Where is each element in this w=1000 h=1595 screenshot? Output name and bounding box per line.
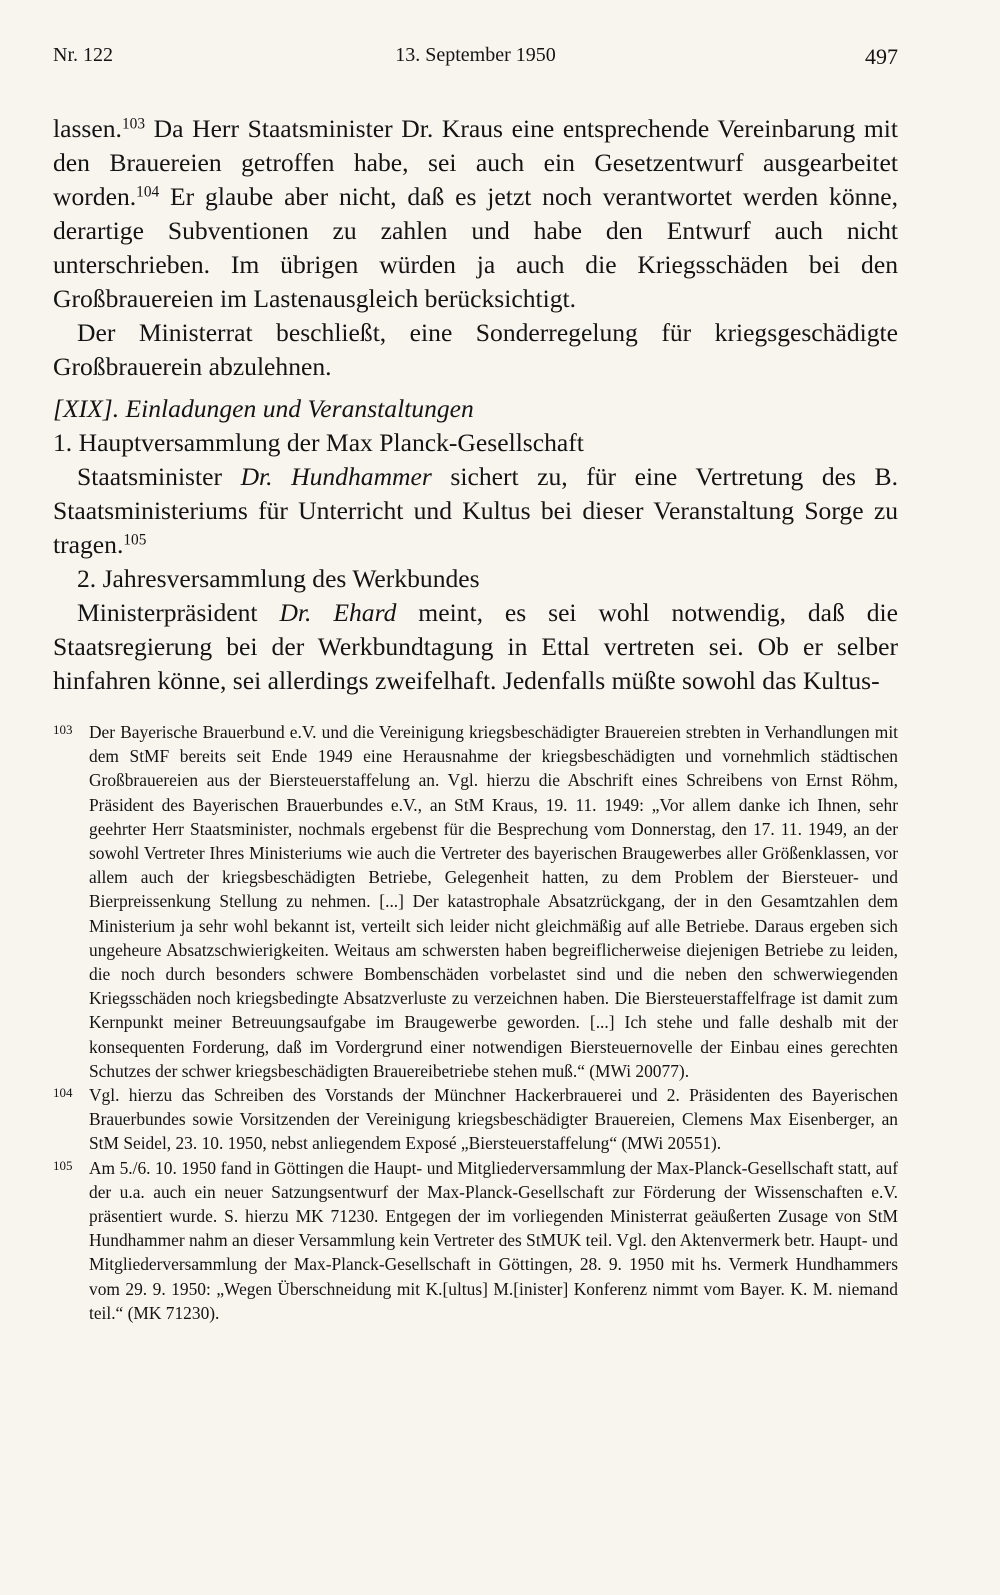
section-heading [53, 392, 898, 426]
document-number: Nr. 122 [53, 44, 113, 66]
page-number: 497 [865, 44, 898, 69]
item-paragraph-2: Ministerpräsident Dr. Ehard meint, es sei wohl notwendig, daß die Staatsregierung bei der Werkbundtagung in Ettal vertreten sei. Ob er selber hinfahren könne, sei allerdings zweifelhaft. Jedenfalls müßte sowohl das Kultus- [53, 598, 898, 695]
section-number: [XIX]. [53, 394, 120, 423]
footnote-ref-103: 103 [121, 115, 145, 133]
footnote-number: 103 [53, 722, 73, 737]
section-title: Einladungen und Veranstaltungen [125, 394, 474, 423]
item-paragraph-1: Staatsminister Dr. Hundhammer sichert zu, für eine Vertretung des B. Staatsministeriums für Unterricht und Kultus bei dieser Veranstaltung Sorge zu tragen.$^{105}$ [53, 462, 899, 559]
footnote-text: Vgl. hierzu das Schreiben des Vorstands der Münchner Hackerbrauerei und 2. Präsidenten des Bayerischen Brauerbundes sowie Vorsitzenden der Vereinigung kriegsbeschädigter Brauereien, Clemens Max Eisenberger, an StM Seidel, 23. 10. 1950, nebst anliegendem Exposé „Biersteuerstaffelung“ (MWi 20551). [89, 1085, 898, 1154]
footnote-105 [53, 1156, 898, 1325]
footnote-text: Der Bayerische Brauerbund e.V. und die Vereinigung kriegsbeschädigter Brauereien strebten in Verhandlungen mit dem StMF bereits seit Ende 1949 eine Herausnahme der kriegsbeschädigten und vornehmlich städtischen Großbrauereien aus der Biersteuerstaffelung an. Vgl. hierzu die Abschrift eines Schreibens von Ernst Röhm, Präsident des Bayerischen Brauerbundes e.V., an StM Kraus, 19. 11. 1949: „Vor allem danke ich Ihnen, sehr geehrter Herr Staatsminister, nochmals ergebenst für die Besprechung vom Donnerstag, den 17. 11. 1949, an der sowohl Vertreter Ihres Ministeriums wie auch die Vertreter des bayerischen Braugewerbes aller Größenklassen, vor allem auch der kriegsbeschädigten Betriebe, Gelegenheit hatten, zu dem Problem der Biersteuer- und Bierpreissenkung Stellung zu nehmen. [...] Der katastrophale Absatzrückgang, der in den Gesamtzahlen dem Ministerium ja sehr wohl bekannt ist, verteilt sich leider nicht gleichmäßig auf alle Betriebe. Daraus ergeben sich ungeheure Absatzschwierigkeiten. Weitaus am schwersten haben begreiflicherweise diejenigen Betriebe zu leiden, die noch durch besonders schwere Bombenschäden vorbelastet sind und die neben den schwerwiegenden Kriegsschäden noch kriegsbedingte Absatzverluste zu verzeichnen haben. Die Biersteuerstaffelfrage ist damit zum Kernpunkt meiner Betreuungsaufgabe im Braugewerbe geworden. [...] Ich stehe und falle deshalb mit der konsequenten Forderung, daß im Vordergrund einer notwendigen Biersteuernovelle der Einbau eines gerechten Schutzes der schwer kriegsbeschädigten Brauereibetriebe stehen muß.“ (MWi 20077). [89, 722, 898, 1081]
main-text [53, 112, 898, 698]
footnote-number: 104 [53, 1085, 73, 1101]
footnote-103 [53, 720, 898, 1083]
item-heading-1: 1. Hauptversammlung der Max Planck-Gesellschaft [53, 428, 584, 457]
footnote-text: Am 5./6. 10. 1950 fand in Göttingen die Haupt- und Mitgliederversammlung der Max-Planck-Gesellschaft statt, auf der u.a. auch ein neuer Satzungsentwurf der Max-Planck-Gesellschaft zur Förderung der Wissenschaften e.V. präsentiert wurde. S. hierzu MK 71230. Entgegen der im vorliegenden Ministerrat geäußerten Zusage von StM Hundhammer nahm an dieser Versammlung kein Vertreter des StMUK teil. Vgl. den Aktenvermerk betr. Haupt- und Mitgliederversammlung der Max-Planck-Gesellschaft in Göttingen, 28. 9. 1950 mit hs. Vermerk Hundhammers vom 29. 9. 1950: „Wegen Überschneidung mit K.[ultus] M.[inister] Konferenz nimmt vom Bayer. K. M. niemand teil.“ (MK 71230). [89, 1157, 898, 1323]
paragraph: lassen.$^{103}$ Da Herr Staatsminister Dr. Kraus eine entsprechende Vereinbarung mit den Brauereien getroffen habe, sei auch ein Gesetzentwurf ausgearbeitet worden.$^{104}$ Er glaube aber nicht, daß es jetzt noch verantwortet werden könne, derartige Subventionen zu zahlen und habe den Entwurf auch nicht unterschrieben. Im übrigen würden ja auch die Kriegsschäden bei den Großbrauereien im Lastenausgleich berücksichtigt. [53, 114, 898, 313]
footnote-ref-104: 104 [136, 183, 160, 201]
footnote-number: 105 [53, 1157, 73, 1173]
document-date: 13. September 1950 [395, 44, 556, 66]
footnote-104 [53, 1083, 898, 1156]
item-heading-2: 2. Jahresversammlung des Werkbundes [77, 564, 480, 593]
person-name: Dr. Ehard [279, 598, 397, 627]
resolution-paragraph: Der Ministerrat beschließt, eine Sonderregelung für kriegsgeschädigte Großbrauerein abzulehnen. [53, 318, 898, 381]
person-name: Dr. Hundhammer [240, 462, 432, 491]
footnote-ref-105: 105 [123, 531, 147, 549]
running-header [53, 44, 898, 80]
footnotes [53, 720, 898, 1325]
